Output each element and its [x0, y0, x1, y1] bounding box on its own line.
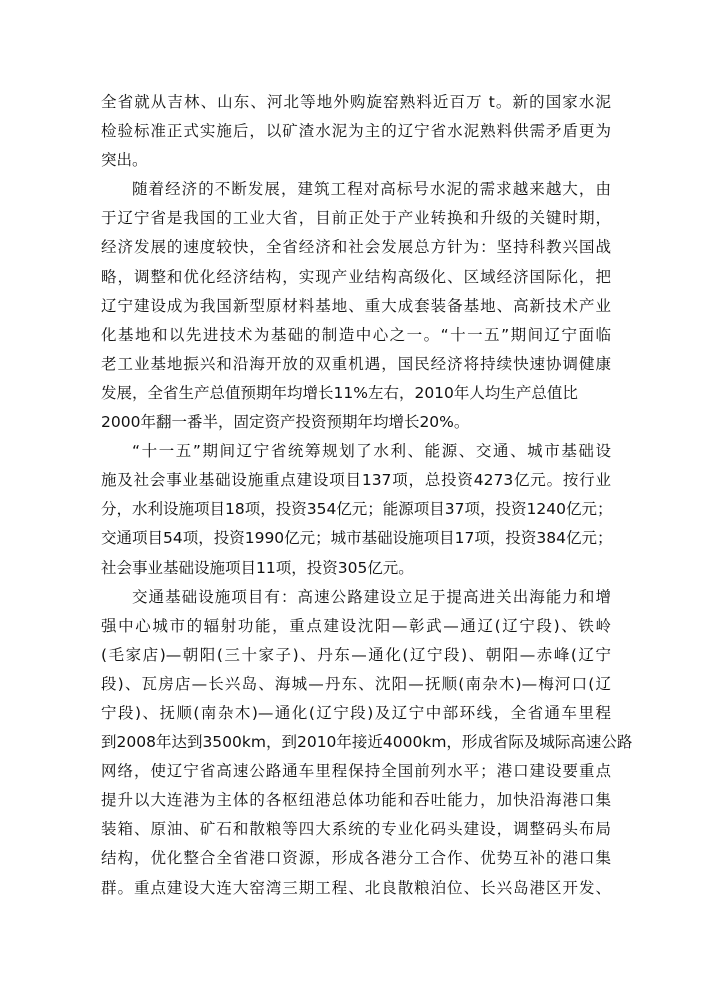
text-line: 提升以大连港为主体的各枢纽港总体功能和吞吐能力，加快沿海港口集 [101, 791, 611, 810]
paragraph-1 [101, 88, 611, 175]
paragraph-3 [101, 437, 611, 582]
text-line: 2000年翻一番半，固定资产投资预期年均增长20%。 [101, 413, 470, 432]
text-line: 群。重点建设大连大窑湾三期工程、北良散粮泊位、长兴岛港区开发、 [101, 878, 611, 897]
text-line: 结构，优化整合全省港口资源，形成各港分工合作、优势互补的港口集 [101, 849, 611, 868]
text-line: “十一五”期间辽宁省统筹规划了水利、能源、交通、城市基础设 [132, 442, 611, 461]
document-page [101, 88, 633, 903]
text-line: 分，水利设施项目18项，投资354亿元；能源项目37项，投资1240亿元； [101, 500, 613, 519]
text-line: 装箱、原油、矿石和散粮等四大系统的专业化码头建设，调整码头布局 [101, 820, 611, 839]
text-line: 经济发展的速度较快，全省经济和社会发展总方针为：坚持科教兴国战 [101, 238, 611, 257]
text-line: 交通项目54项，投资1990亿元；城市基础设施项目17项，投资384亿元； [101, 529, 613, 548]
text-line: 段)、瓦房店—长兴岛、海城—丹东、沈阳—抚顺(南杂木)—梅河口(辽 [101, 674, 611, 693]
text-line: 到2008年达到3500km，到2010年接近4000km，形成省际及城际高速公路 [101, 733, 633, 752]
text-line: 社会事业基础设施项目11项，投资305亿元。 [101, 558, 414, 577]
text-line: 网络，使辽宁省高速公路通车里程保持全国前列水平；港口建设要重点 [101, 762, 611, 781]
text-line: 略，调整和优化经济结构，实现产业结构高级化、区域经济国际化，把 [101, 267, 611, 286]
text-line: 于辽宁省是我国的工业大省，目前正处于产业转换和升级的关键时期， [101, 209, 611, 228]
text-line: 全省就从吉林、山东、河北等地外购旋窑熟料近百万 t。新的国家水泥 [101, 93, 611, 111]
text-line: 交通基础设施项目有：高速公路建设立足于提高进关出海能力和增 [132, 587, 611, 606]
paragraph-2 [101, 175, 611, 437]
paragraph-4 [101, 583, 633, 903]
text-line: 老工业基地振兴和沿海开放的双重机遇，国民经济将持续快速协调健康 [101, 354, 611, 373]
text-line: 强中心城市的辐射功能，重点建设沈阳—彰武—通辽(辽宁段)、铁岭 [101, 616, 611, 635]
text-line: (毛家店)—朝阳(三十家子)、丹东—通化(辽宁段)、朝阳—赤峰(辽宁 [101, 645, 611, 664]
text-line: 化基地和以先进技术为基础的制造中心之一。“十一五”期间辽宁面临 [101, 325, 611, 344]
text-line: 辽宁建设成为我国新型原材料基地、重大成套装备基地、高新技术产业 [101, 296, 611, 315]
text-line: 突出。 [101, 151, 148, 170]
text-line: 宁段)、抚顺(南杂木)—通化(辽宁段)及辽宁中部环线，全省通车里程 [101, 703, 611, 722]
text-line: 施及社会事业基础设施重点建设项目137项，总投资4273亿元。按行业 [101, 471, 611, 490]
text-line: 发展，全省生产总值预期年均增长11%左右，2010年人均生产总值比 [101, 383, 578, 402]
text-line: 随着经济的不断发展，建筑工程对高标号水泥的需求越来越大，由 [132, 180, 611, 199]
text-line: 检验标准正式实施后，以矿渣水泥为主的辽宁省水泥熟料供需矛盾更为 [101, 122, 611, 141]
